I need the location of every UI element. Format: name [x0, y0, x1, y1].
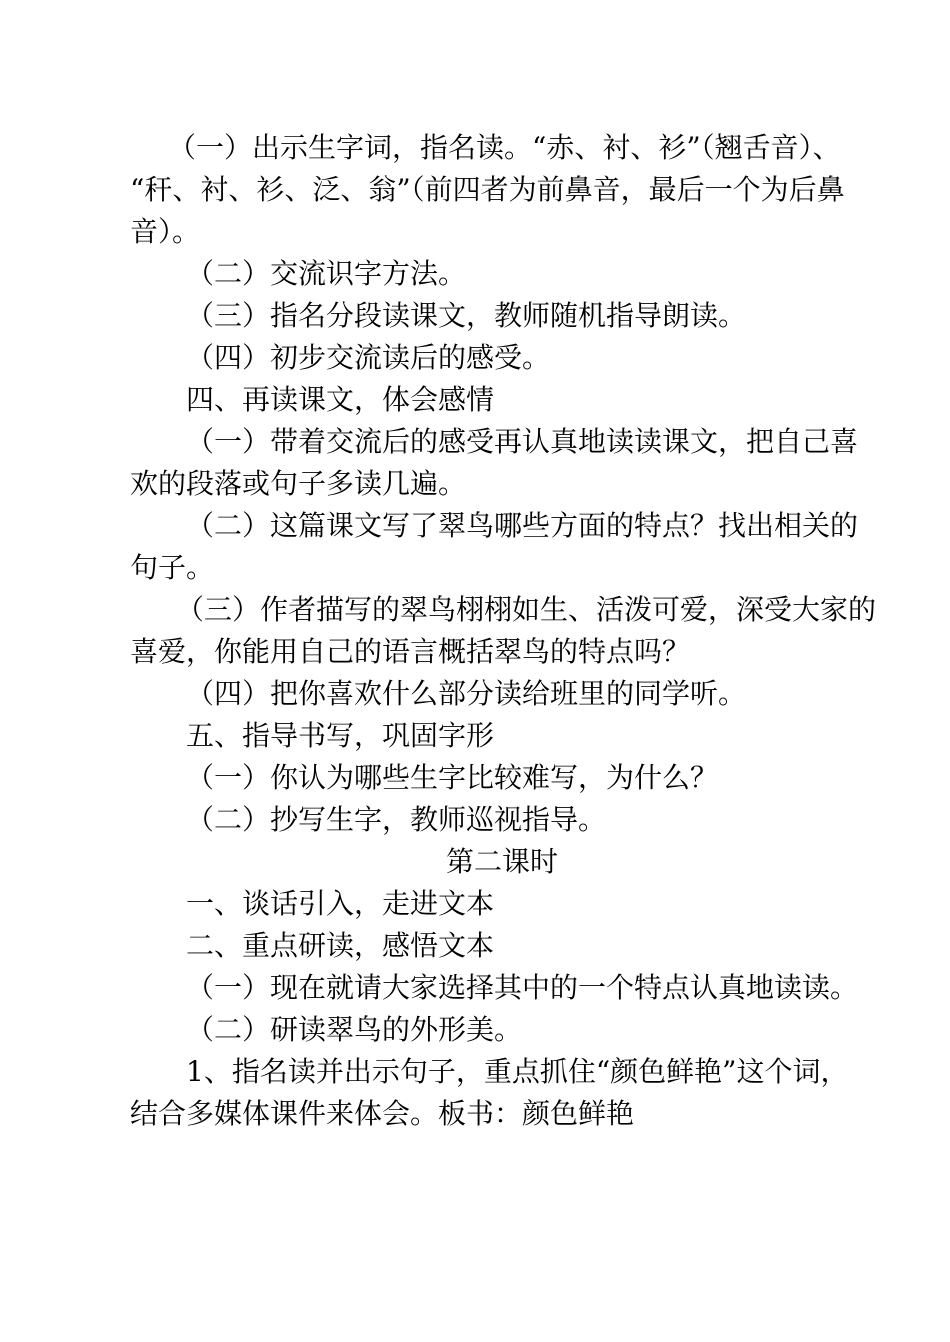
text-line: （一）现在就请大家选择其中的一个特点认真地读读。: [186, 971, 859, 1004]
text-line: 结合多媒体课件来体会。板书：颜色鲜艳: [130, 1097, 635, 1130]
section-heading: 二、重点研读，感悟文本: [186, 929, 495, 962]
text-line: （一）你认为哪些生字比较难写，为什么？: [186, 761, 719, 794]
text-line: “秆、衬、衫、泛、翁”（前四者为前鼻音，最后一个为后鼻: [130, 173, 845, 206]
text-line: （一）带着交流后的感受再认真地读读课文，把自己喜: [186, 425, 859, 458]
section-heading: 一、谈话引入，走进文本: [186, 887, 495, 920]
text-line: （四）初步交流读后的感受。: [186, 341, 551, 374]
text-line: （一）出示生字词，指名读。“赤、衬、衫”（翘舌音）、: [168, 131, 841, 164]
text-line: （二）研读翠鸟的外形美。: [186, 1013, 523, 1046]
section-heading: 五、指导书写，巩固字形: [186, 719, 495, 752]
text-line: （四）把你喜欢什么部分读给班里的同学听。: [186, 677, 747, 710]
section-heading: 四、再读课文，体会感情: [186, 383, 495, 416]
text-line: 1、指名读并出示句子，重点抓住“颜色鲜艳”这个词，: [186, 1055, 849, 1088]
text-line: （二）交流识字方法。: [186, 257, 467, 290]
text-line: 欢的段落或句子多读几遍。: [130, 467, 467, 500]
text-line: 句子。: [130, 551, 215, 584]
text-line: （三）指名分段读课文，教师随机指导朗读。: [186, 299, 747, 332]
lesson-title: 第二课时: [446, 845, 559, 878]
text-line: 音）。: [130, 215, 201, 248]
text-line: （二）抄写生字，教师巡视指导。: [186, 803, 607, 836]
text-line: （二）这篇课文写了翠鸟哪些方面的特点？找出相关的: [186, 509, 859, 542]
text-line: （三）作者描写的翠鸟栩栩如生、活泼可爱，深受大家的: [176, 593, 877, 626]
text-line: 喜爱，你能用自己的语言概括翠鸟的特点吗？: [130, 635, 691, 668]
